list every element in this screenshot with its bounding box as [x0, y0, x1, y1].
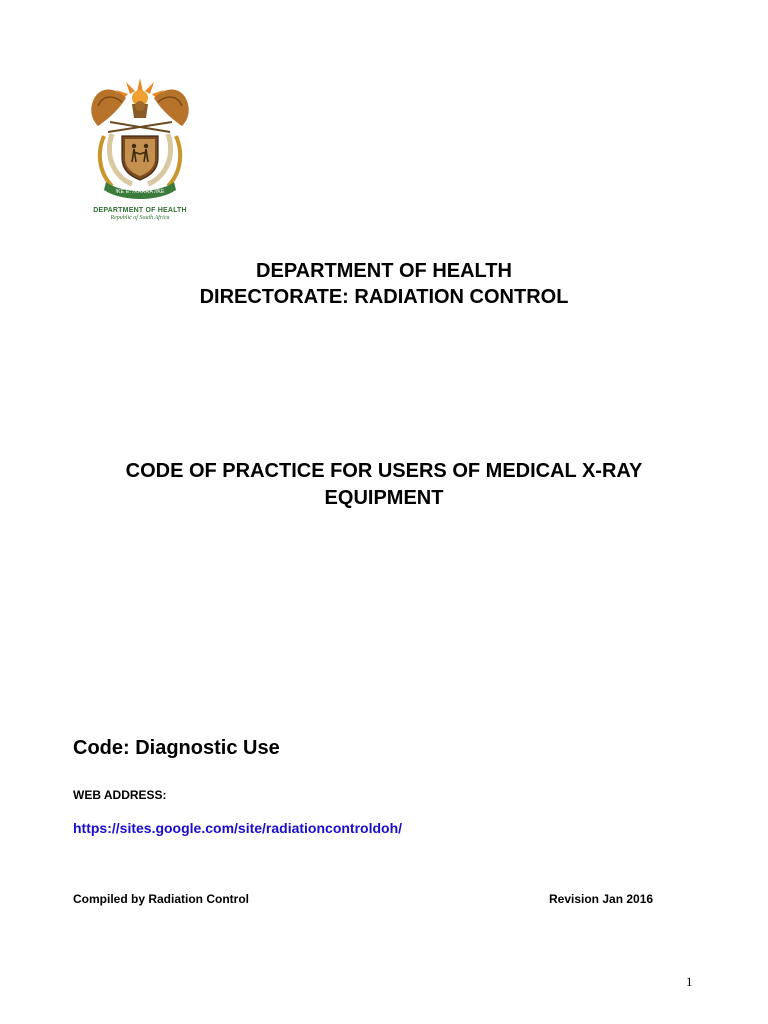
logo-caption — [82, 206, 198, 222]
logo-republic-label: Republic of South Africa — [110, 215, 170, 221]
coat-of-arms-icon — [82, 74, 198, 206]
department-heading — [0, 258, 768, 310]
web-address-link[interactable]: https://sites.google.com/site/radiationcontroldoh/ — [73, 820, 403, 836]
department-heading-line1: DEPARTMENT OF HEALTH — [256, 260, 512, 282]
motto-text: !KE E: /XARRA //KE — [115, 189, 165, 195]
document-title-line1: CODE OF PRACTICE FOR USERS OF MEDICAL X-RAY — [125, 460, 643, 482]
document-title — [0, 458, 768, 512]
revision-text: Revision Jan 2016 — [549, 892, 654, 906]
code-heading: Code: Diagnostic Use — [73, 737, 280, 759]
page-number: 1 — [686, 974, 693, 989]
document-title-line2: EQUIPMENT — [324, 487, 444, 509]
department-heading-line2: DIRECTORATE: RADIATION CONTROL — [199, 286, 569, 308]
web-address-label: WEB ADDRESS: — [73, 788, 167, 802]
logo-department-label: DEPARTMENT OF HEALTH — [93, 207, 187, 214]
compiled-by-text: Compiled by Radiation Control — [73, 892, 249, 906]
coat-of-arms-logo — [82, 74, 198, 222]
